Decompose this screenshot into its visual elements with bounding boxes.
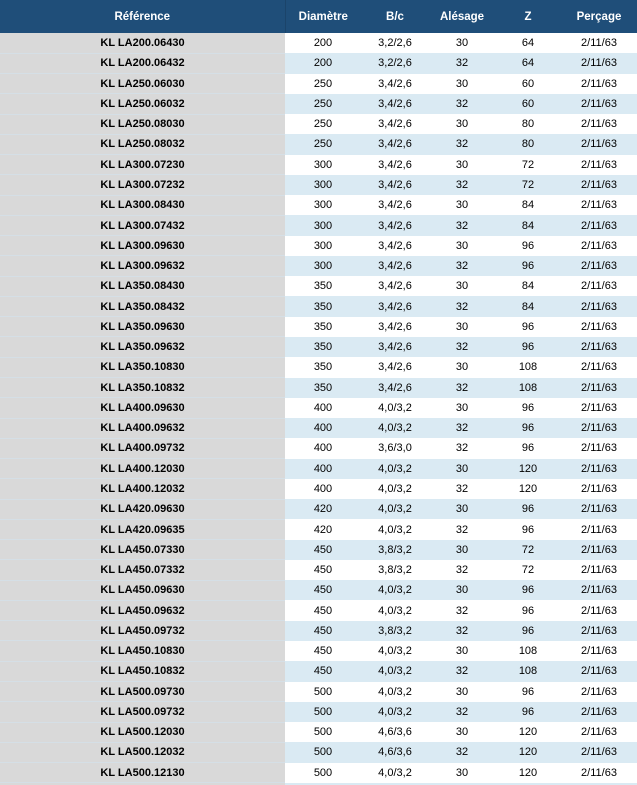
cell-bc: 3,4/2,6 <box>361 94 429 114</box>
table-header <box>0 0 637 33</box>
table-row <box>0 175 637 195</box>
cell-reference: KL LA400.09732 <box>0 438 285 458</box>
cell-bc: 4,0/3,2 <box>361 418 429 438</box>
column-header-z: Z <box>495 0 561 33</box>
cell-z: 72 <box>495 560 561 580</box>
cell-percage: 2/11/63 <box>561 682 637 702</box>
cell-reference: KL LA450.09630 <box>0 580 285 600</box>
cell-z: 96 <box>495 621 561 641</box>
cell-z: 72 <box>495 155 561 175</box>
cell-bc: 4,0/3,2 <box>361 398 429 418</box>
cell-z: 108 <box>495 378 561 398</box>
cell-bc: 4,0/3,2 <box>361 600 429 620</box>
cell-z: 84 <box>495 296 561 316</box>
table-row <box>0 33 637 53</box>
cell-diametre: 420 <box>285 519 361 539</box>
cell-diametre: 500 <box>285 702 361 722</box>
table-row <box>0 296 637 316</box>
table-row <box>0 661 637 681</box>
column-header-bc: B/c <box>361 0 429 33</box>
table-row <box>0 742 637 762</box>
cell-alesage: 32 <box>429 479 495 499</box>
cell-percage: 2/11/63 <box>561 357 637 377</box>
cell-reference: KL LA500.09732 <box>0 702 285 722</box>
cell-bc: 3,4/2,6 <box>361 337 429 357</box>
cell-z: 96 <box>495 418 561 438</box>
cell-alesage: 32 <box>429 337 495 357</box>
cell-percage: 2/11/63 <box>561 175 637 195</box>
cell-percage: 2/11/63 <box>561 276 637 296</box>
cell-percage: 2/11/63 <box>561 236 637 256</box>
cell-reference: KL LA400.09630 <box>0 398 285 418</box>
table-row <box>0 378 637 398</box>
cell-reference: KL LA300.09630 <box>0 236 285 256</box>
cell-z: 64 <box>495 53 561 73</box>
cell-percage: 2/11/63 <box>561 702 637 722</box>
cell-z: 120 <box>495 459 561 479</box>
cell-alesage: 32 <box>429 134 495 154</box>
cell-percage: 2/11/63 <box>561 33 637 53</box>
table-row <box>0 540 637 560</box>
cell-percage: 2/11/63 <box>561 195 637 215</box>
cell-z: 64 <box>495 33 561 53</box>
cell-bc: 4,6/3,6 <box>361 722 429 742</box>
cell-bc: 3,4/2,6 <box>361 378 429 398</box>
column-header-percage: Perçage <box>561 0 637 33</box>
cell-diametre: 400 <box>285 418 361 438</box>
cell-diametre: 500 <box>285 722 361 742</box>
cell-z: 80 <box>495 114 561 134</box>
cell-reference: KL LA350.09630 <box>0 317 285 337</box>
cell-reference: KL LA400.09632 <box>0 418 285 438</box>
cell-alesage: 32 <box>429 600 495 620</box>
cell-reference: KL LA300.07232 <box>0 175 285 195</box>
cell-reference: KL LA450.10832 <box>0 661 285 681</box>
cell-diametre: 250 <box>285 134 361 154</box>
cell-diametre: 400 <box>285 479 361 499</box>
cell-alesage: 32 <box>429 256 495 276</box>
table-row <box>0 641 637 661</box>
table-row <box>0 74 637 94</box>
cell-alesage: 32 <box>429 661 495 681</box>
table-row <box>0 398 637 418</box>
cell-alesage: 30 <box>429 317 495 337</box>
cell-alesage: 32 <box>429 418 495 438</box>
cell-z: 96 <box>495 499 561 519</box>
cell-reference: KL LA300.09632 <box>0 256 285 276</box>
cell-alesage: 32 <box>429 53 495 73</box>
cell-reference: KL LA420.09635 <box>0 519 285 539</box>
cell-z: 108 <box>495 661 561 681</box>
cell-reference: KL LA300.07230 <box>0 155 285 175</box>
cell-z: 96 <box>495 600 561 620</box>
cell-alesage: 30 <box>429 114 495 134</box>
cell-z: 96 <box>495 438 561 458</box>
cell-diametre: 400 <box>285 438 361 458</box>
cell-percage: 2/11/63 <box>561 53 637 73</box>
column-header-reference: Référence <box>0 0 285 33</box>
cell-reference: KL LA250.08032 <box>0 134 285 154</box>
cell-bc: 3,4/2,6 <box>361 236 429 256</box>
cell-alesage: 30 <box>429 580 495 600</box>
cell-percage: 2/11/63 <box>561 398 637 418</box>
cell-z: 120 <box>495 479 561 499</box>
table-row <box>0 94 637 114</box>
cell-reference: KL LA250.06030 <box>0 74 285 94</box>
cell-z: 96 <box>495 519 561 539</box>
cell-bc: 4,0/3,2 <box>361 580 429 600</box>
cell-percage: 2/11/63 <box>561 337 637 357</box>
cell-percage: 2/11/63 <box>561 459 637 479</box>
cell-bc: 3,8/3,2 <box>361 540 429 560</box>
cell-diametre: 500 <box>285 742 361 762</box>
cell-alesage: 30 <box>429 540 495 560</box>
table-row <box>0 519 637 539</box>
cell-z: 120 <box>495 763 561 783</box>
header-row <box>0 0 637 33</box>
cell-percage: 2/11/63 <box>561 600 637 620</box>
cell-percage: 2/11/63 <box>561 74 637 94</box>
table-row <box>0 702 637 722</box>
cell-diametre: 250 <box>285 114 361 134</box>
table-row <box>0 195 637 215</box>
cell-percage: 2/11/63 <box>561 479 637 499</box>
cell-alesage: 32 <box>429 296 495 316</box>
cell-alesage: 30 <box>429 499 495 519</box>
cell-diametre: 350 <box>285 337 361 357</box>
cell-bc: 3,4/2,6 <box>361 134 429 154</box>
cell-reference: KL LA350.09632 <box>0 337 285 357</box>
table-row <box>0 600 637 620</box>
cell-alesage: 30 <box>429 276 495 296</box>
cell-z: 84 <box>495 215 561 235</box>
cell-z: 96 <box>495 256 561 276</box>
cell-percage: 2/11/63 <box>561 580 637 600</box>
cell-bc: 4,0/3,2 <box>361 682 429 702</box>
cell-diametre: 400 <box>285 459 361 479</box>
cell-alesage: 30 <box>429 682 495 702</box>
cell-diametre: 250 <box>285 74 361 94</box>
cell-reference: KL LA450.09732 <box>0 621 285 641</box>
cell-bc: 4,0/3,2 <box>361 763 429 783</box>
cell-z: 72 <box>495 175 561 195</box>
cell-diametre: 450 <box>285 560 361 580</box>
cell-z: 60 <box>495 74 561 94</box>
cell-z: 120 <box>495 742 561 762</box>
cell-bc: 3,4/2,6 <box>361 74 429 94</box>
cell-alesage: 30 <box>429 398 495 418</box>
cell-reference: KL LA200.06432 <box>0 53 285 73</box>
cell-percage: 2/11/63 <box>561 499 637 519</box>
cell-alesage: 32 <box>429 215 495 235</box>
cell-bc: 3,4/2,6 <box>361 155 429 175</box>
cell-reference: KL LA400.12032 <box>0 479 285 499</box>
cell-percage: 2/11/63 <box>561 540 637 560</box>
cell-percage: 2/11/63 <box>561 763 637 783</box>
cell-z: 84 <box>495 195 561 215</box>
table-row <box>0 317 637 337</box>
table-row <box>0 357 637 377</box>
cell-reference: KL LA350.10832 <box>0 378 285 398</box>
cell-bc: 3,4/2,6 <box>361 317 429 337</box>
cell-bc: 4,0/3,2 <box>361 479 429 499</box>
table-row <box>0 722 637 742</box>
table-body <box>0 33 637 785</box>
cell-z: 72 <box>495 540 561 560</box>
cell-percage: 2/11/63 <box>561 641 637 661</box>
cell-diametre: 350 <box>285 378 361 398</box>
cell-bc: 3,8/3,2 <box>361 560 429 580</box>
cell-reference: KL LA300.08430 <box>0 195 285 215</box>
cell-percage: 2/11/63 <box>561 621 637 641</box>
table-row <box>0 438 637 458</box>
cell-alesage: 30 <box>429 763 495 783</box>
cell-percage: 2/11/63 <box>561 661 637 681</box>
cell-reference: KL LA420.09630 <box>0 499 285 519</box>
cell-z: 108 <box>495 641 561 661</box>
cell-reference: KL LA200.06430 <box>0 33 285 53</box>
cell-alesage: 32 <box>429 378 495 398</box>
cell-diametre: 450 <box>285 540 361 560</box>
cell-bc: 3,4/2,6 <box>361 276 429 296</box>
cell-alesage: 30 <box>429 357 495 377</box>
cell-reference: KL LA450.09632 <box>0 600 285 620</box>
cell-bc: 3,4/2,6 <box>361 256 429 276</box>
cell-bc: 3,6/3,0 <box>361 438 429 458</box>
cell-z: 96 <box>495 317 561 337</box>
table-row <box>0 621 637 641</box>
table-row <box>0 337 637 357</box>
cell-percage: 2/11/63 <box>561 134 637 154</box>
column-header-alesage: Alésage <box>429 0 495 33</box>
cell-diametre: 350 <box>285 296 361 316</box>
cell-reference: KL LA450.07330 <box>0 540 285 560</box>
cell-diametre: 300 <box>285 195 361 215</box>
cell-bc: 4,0/3,2 <box>361 702 429 722</box>
cell-z: 96 <box>495 580 561 600</box>
cell-bc: 3,4/2,6 <box>361 296 429 316</box>
cell-bc: 4,0/3,2 <box>361 519 429 539</box>
cell-bc: 4,0/3,2 <box>361 641 429 661</box>
cell-diametre: 450 <box>285 600 361 620</box>
cell-z: 120 <box>495 722 561 742</box>
cell-diametre: 300 <box>285 215 361 235</box>
cell-diametre: 420 <box>285 499 361 519</box>
table-row <box>0 499 637 519</box>
cell-diametre: 200 <box>285 33 361 53</box>
cell-percage: 2/11/63 <box>561 438 637 458</box>
cell-percage: 2/11/63 <box>561 296 637 316</box>
cell-percage: 2/11/63 <box>561 94 637 114</box>
cell-diametre: 300 <box>285 256 361 276</box>
table-row <box>0 114 637 134</box>
cell-alesage: 30 <box>429 722 495 742</box>
cell-z: 96 <box>495 682 561 702</box>
cell-alesage: 30 <box>429 641 495 661</box>
cell-alesage: 30 <box>429 459 495 479</box>
cell-percage: 2/11/63 <box>561 418 637 438</box>
cell-alesage: 30 <box>429 74 495 94</box>
cell-z: 96 <box>495 398 561 418</box>
cell-alesage: 30 <box>429 195 495 215</box>
cell-alesage: 32 <box>429 560 495 580</box>
cell-bc: 4,0/3,2 <box>361 459 429 479</box>
cell-reference: KL LA500.12030 <box>0 722 285 742</box>
table-row <box>0 134 637 154</box>
cell-bc: 3,4/2,6 <box>361 215 429 235</box>
cell-alesage: 32 <box>429 94 495 114</box>
cell-reference: KL LA450.07332 <box>0 560 285 580</box>
cell-percage: 2/11/63 <box>561 215 637 235</box>
cell-z: 60 <box>495 94 561 114</box>
cell-z: 80 <box>495 134 561 154</box>
cell-percage: 2/11/63 <box>561 378 637 398</box>
table-row <box>0 682 637 702</box>
cell-diametre: 450 <box>285 641 361 661</box>
cell-alesage: 32 <box>429 438 495 458</box>
cell-percage: 2/11/63 <box>561 742 637 762</box>
cell-bc: 3,8/3,2 <box>361 621 429 641</box>
cell-z: 108 <box>495 357 561 377</box>
cell-diametre: 500 <box>285 682 361 702</box>
table-row <box>0 256 637 276</box>
cell-reference: KL LA400.12030 <box>0 459 285 479</box>
table-row <box>0 276 637 296</box>
cell-percage: 2/11/63 <box>561 114 637 134</box>
cell-reference: KL LA250.08030 <box>0 114 285 134</box>
cell-reference: KL LA350.08432 <box>0 296 285 316</box>
cell-z: 84 <box>495 276 561 296</box>
cell-alesage: 32 <box>429 702 495 722</box>
cell-z: 96 <box>495 702 561 722</box>
cell-diametre: 450 <box>285 580 361 600</box>
cell-alesage: 32 <box>429 742 495 762</box>
cell-reference: KL LA350.08430 <box>0 276 285 296</box>
cell-reference: KL LA500.09730 <box>0 682 285 702</box>
cell-bc: 3,2/2,6 <box>361 33 429 53</box>
cell-bc: 4,0/3,2 <box>361 499 429 519</box>
cell-bc: 3,2/2,6 <box>361 53 429 73</box>
cell-reference: KL LA350.10830 <box>0 357 285 377</box>
cell-percage: 2/11/63 <box>561 155 637 175</box>
cell-reference: KL LA450.10830 <box>0 641 285 661</box>
cell-reference: KL LA300.07432 <box>0 215 285 235</box>
table-row <box>0 418 637 438</box>
table-row <box>0 763 637 783</box>
cell-percage: 2/11/63 <box>561 317 637 337</box>
table-row <box>0 580 637 600</box>
cell-bc: 3,4/2,6 <box>361 175 429 195</box>
cell-alesage: 32 <box>429 621 495 641</box>
cell-diametre: 300 <box>285 175 361 195</box>
table-row <box>0 479 637 499</box>
cell-bc: 3,4/2,6 <box>361 114 429 134</box>
cell-bc: 4,6/3,6 <box>361 742 429 762</box>
cell-percage: 2/11/63 <box>561 519 637 539</box>
cell-diametre: 250 <box>285 94 361 114</box>
table-row <box>0 236 637 256</box>
cell-alesage: 30 <box>429 236 495 256</box>
cell-diametre: 350 <box>285 317 361 337</box>
cell-diametre: 450 <box>285 661 361 681</box>
cell-reference: KL LA250.06032 <box>0 94 285 114</box>
table-row <box>0 560 637 580</box>
cell-bc: 4,0/3,2 <box>361 661 429 681</box>
cell-diametre: 500 <box>285 763 361 783</box>
cell-diametre: 200 <box>285 53 361 73</box>
cell-reference: KL LA500.12130 <box>0 763 285 783</box>
cell-diametre: 300 <box>285 155 361 175</box>
table-row <box>0 53 637 73</box>
cell-percage: 2/11/63 <box>561 256 637 276</box>
table-row <box>0 155 637 175</box>
table-row <box>0 459 637 479</box>
column-header-diametre: Diamètre <box>285 0 361 33</box>
cell-percage: 2/11/63 <box>561 560 637 580</box>
cell-alesage: 30 <box>429 33 495 53</box>
cell-diametre: 450 <box>285 621 361 641</box>
cell-diametre: 350 <box>285 357 361 377</box>
cell-diametre: 400 <box>285 398 361 418</box>
cell-z: 96 <box>495 236 561 256</box>
cell-z: 96 <box>495 337 561 357</box>
cell-diametre: 300 <box>285 236 361 256</box>
cell-alesage: 32 <box>429 175 495 195</box>
table-row <box>0 215 637 235</box>
cell-alesage: 30 <box>429 155 495 175</box>
cell-reference: KL LA500.12032 <box>0 742 285 762</box>
cell-diametre: 350 <box>285 276 361 296</box>
cell-bc: 3,4/2,6 <box>361 195 429 215</box>
cell-alesage: 32 <box>429 519 495 539</box>
cell-percage: 2/11/63 <box>561 722 637 742</box>
cell-bc: 3,4/2,6 <box>361 357 429 377</box>
